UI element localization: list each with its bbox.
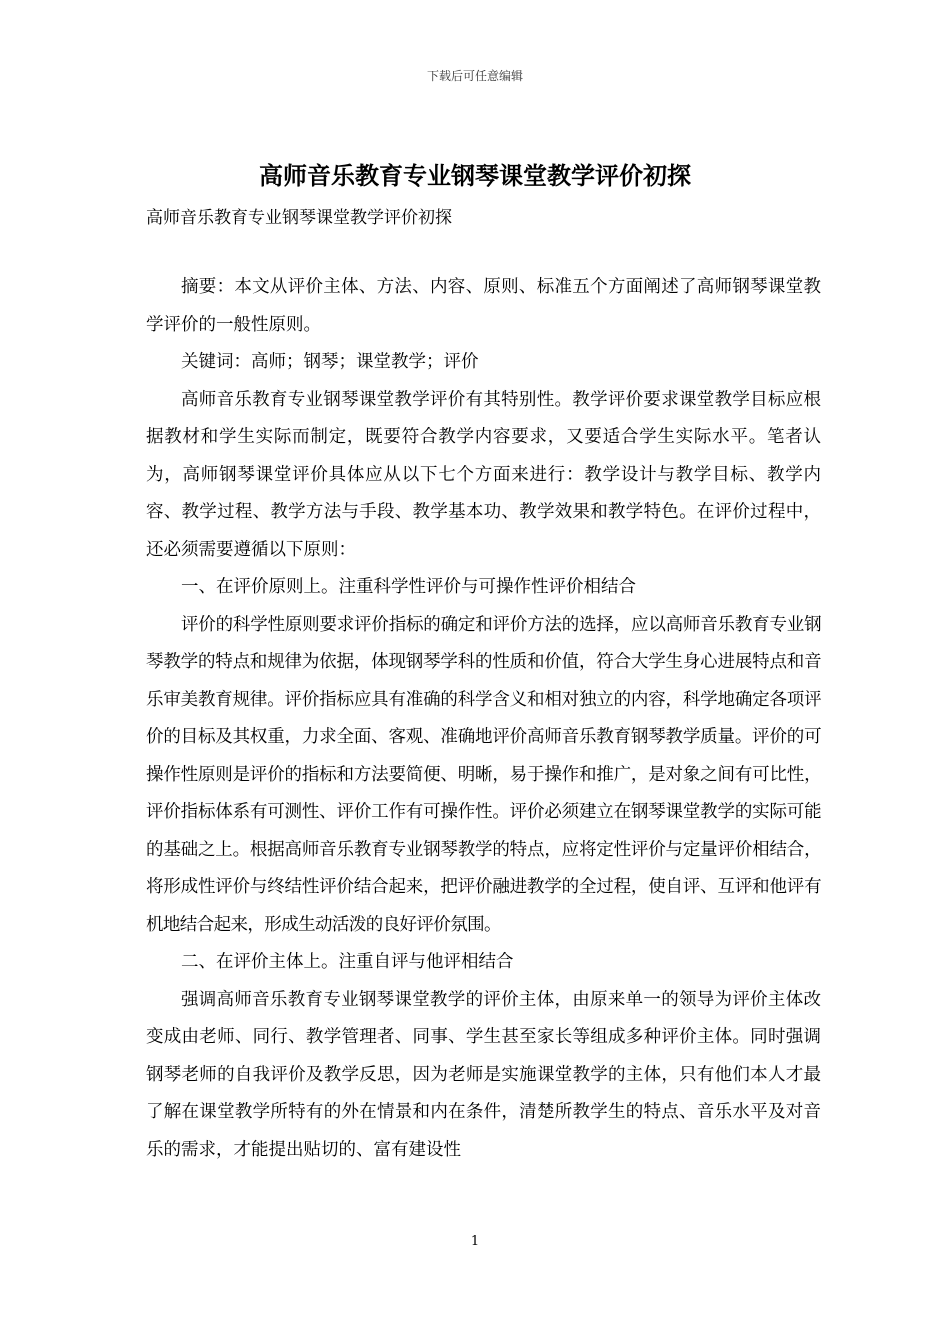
document-title: 高师音乐教育专业钢琴课堂教学评价初探 — [259, 161, 691, 190]
document-subtitle: 高师音乐教育专业钢琴课堂教学评价初探 — [146, 208, 452, 228]
section-heading-2: 二、在评价主体上。注重自评与他评相结合 — [181, 952, 514, 972]
document-body — [146, 269, 821, 1169]
header-note: 下载后可任意编辑 — [426, 69, 523, 83]
page-number: 1 — [470, 1234, 480, 1249]
section-1-paragraph: 评价的科学性原则要求评价指标的确定和评价方法的选择，应以高师音乐教育专业钢琴教学的特点和规律为依据，体现钢琴学科的性质和价值，符合大学生身心进展特点和音乐审美教育规律。评价指标应具有准确的科学含义和相对独立的内容，科学地确定各项评价的目标及其权重，力求全面、客观、准确地评价高师音乐教育钢琴教学质量。评价的可操作性原则是评价的指标和方法要简便、明晰，易于操作和推广，是对象之间有可比性，评价指标体系有可测性、评价工作有可操作性。评价必须建立在钢琴课堂教学的实际可能的基础之上。根据高师音乐教育专业钢琴教学的特点，应将定性评价与定量评价相结合，将形成性评价与终结性评价结合起来，把评价融进教学的全过程，使自评、互评和他评有机地结合起来，形成生动活泼的良好评价氛围。 — [146, 614, 821, 935]
section-2-paragraph: 强调高师音乐教育专业钢琴课堂教学的评价主体，由原来单一的领导为评价主体改变成由老师、同行、教学管理者、同事、学生甚至家长等组成多种评价主体。同时强调钢琴老师的自我评价及教学反思，因为老师是实施课堂教学的主体，只有他们本人才最了解在课堂教学所特有的外在情景和内在条件，清楚所教学生的特点、音乐水平及对音乐的需求，才能提出贴切的、富有建设性 — [146, 989, 821, 1160]
keywords-paragraph: 关键词：高师；钢琴；课堂教学；评价 — [181, 352, 479, 372]
intro-paragraph: 高师音乐教育专业钢琴课堂教学评价有其特别性。教学评价要求课堂教学目标应根据教材和学生实际而制定，既要符合教学内容要求，又要适合学生实际水平。笔者认为，高师钢琴课堂评价具体应从以下七个方面来进行：教学设计与教学目标、教学内容、教学过程、教学方法与手段、教学基本功、教学效果和教学特色。在评价过程中，还必须需要遵循以下原则： — [146, 389, 821, 560]
section-heading-1: 一、在评价原则上。注重科学性评价与可操作性评价相结合 — [181, 577, 636, 597]
abstract-paragraph: 摘要：本文从评价主体、方法、内容、原则、标准五个方面阐述了高师钢琴课堂教学评价的一般性原则。 — [146, 277, 821, 335]
